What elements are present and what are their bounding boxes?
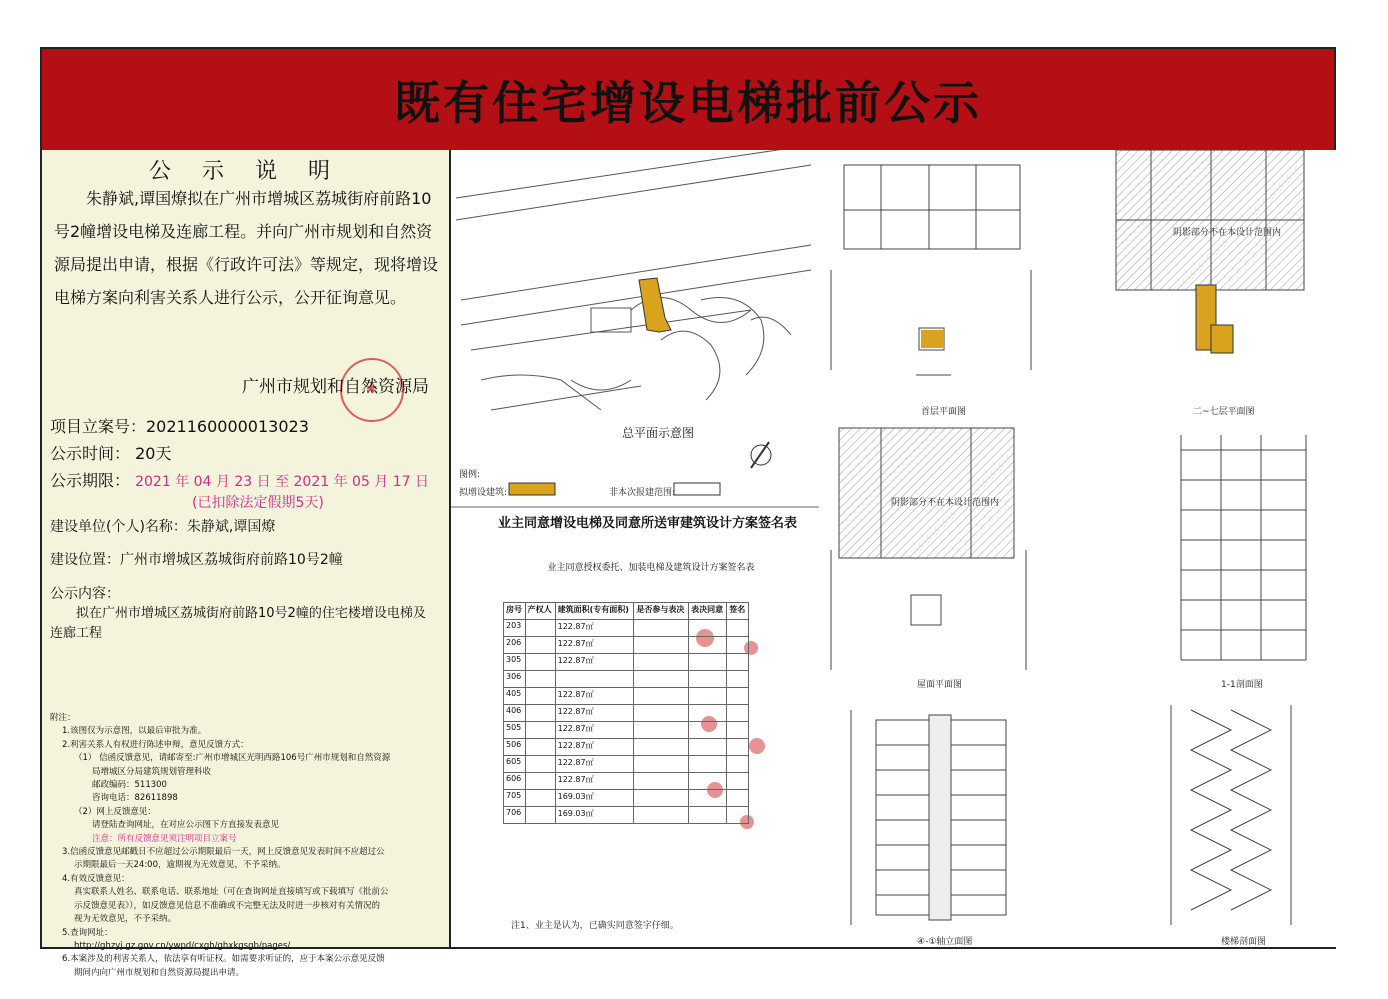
table-cell	[525, 807, 555, 824]
page-title: 既有住宅增设电梯批前公示	[394, 75, 982, 130]
table-cell	[689, 637, 727, 654]
table-cell	[689, 620, 727, 637]
signature-footer: 注1、业主是认为，已确实同意签字仔细。	[511, 921, 679, 931]
table-row	[504, 654, 749, 671]
table-row	[504, 705, 749, 722]
table-cell	[525, 620, 555, 637]
table-cell: 505	[504, 722, 526, 739]
table-cell: 122.87㎡	[555, 756, 634, 773]
site-elevator-marker	[639, 278, 671, 332]
table-cell	[689, 722, 727, 739]
period-label: 公示期限：	[50, 471, 131, 490]
table-cell	[634, 807, 689, 824]
table-cell	[555, 671, 634, 688]
col-header: 签名	[727, 603, 749, 620]
col-header: 房号	[504, 603, 526, 620]
table-cell	[525, 688, 555, 705]
note-line: 6.本案涉及的利害关系人，依法享有听证权。如需要求听证的，应于本案公示意见反馈	[62, 954, 385, 965]
left-info-panel	[42, 150, 451, 978]
legend-swatch-out	[674, 483, 720, 495]
site-plan-caption: 总平面示意图	[622, 426, 695, 440]
period-row	[50, 468, 429, 491]
signature-table	[503, 602, 749, 824]
table-cell	[727, 722, 749, 739]
table-cell	[727, 620, 749, 637]
elevation-drawing	[851, 710, 1006, 925]
legend-swatch-new	[509, 483, 555, 495]
drawings-svg	[451, 150, 1336, 947]
note-line: 期间内向广州市规划和自然资源局提出申请。	[74, 967, 245, 978]
table-cell	[727, 739, 749, 756]
table-cell: 122.87㎡	[555, 773, 634, 790]
col-header: 建筑面积(专有面积)	[555, 603, 634, 620]
table-cell: 406	[504, 705, 526, 722]
col-header: 是否参与表决	[634, 603, 689, 620]
table-cell: 122.87㎡	[555, 688, 634, 705]
table-cell	[727, 790, 749, 807]
note-line: （2）网上反馈意见：	[74, 806, 156, 817]
table-cell	[525, 722, 555, 739]
table-cell: 206	[504, 637, 526, 654]
table-cell	[727, 637, 749, 654]
table-cell	[634, 620, 689, 637]
table-cell	[689, 773, 727, 790]
note-line: （1） 信函反馈意见，请邮寄至:广州市增城区光明西路106号广州市规划和自然资源	[74, 753, 391, 764]
table-cell	[634, 739, 689, 756]
applicant: 建设单位(个人)名称：朱静斌,谭国燎	[50, 519, 276, 535]
note-line: 2.利害关系人有权进行陈述申辩，意见反馈方式：	[62, 739, 249, 750]
table-row	[504, 773, 749, 790]
table-row	[504, 739, 749, 756]
title-bar	[42, 49, 1334, 152]
table-cell	[525, 756, 555, 773]
signature-table-body	[504, 620, 749, 824]
table-cell	[634, 705, 689, 722]
section-caption: 1-1剖面图	[1221, 680, 1263, 690]
project-number: 项目立案号：2021160000013023	[50, 417, 309, 436]
table-cell: 122.87㎡	[555, 722, 634, 739]
table-cell	[689, 671, 727, 688]
table-cell	[525, 773, 555, 790]
table-cell: 122.87㎡	[555, 620, 634, 637]
table-row	[504, 807, 749, 824]
table-row	[504, 756, 749, 773]
note-line: 1.该图仅为示意图，以最后审批为准。	[62, 726, 207, 737]
table-cell	[727, 654, 749, 671]
location: 建设位置：广州市增城区荔城街府前路10号2幢	[50, 552, 343, 568]
table-cell: 605	[504, 756, 526, 773]
table-cell	[727, 807, 749, 824]
table-cell: 122.87㎡	[555, 654, 634, 671]
col-header: 表决同意	[689, 603, 727, 620]
table-cell	[525, 705, 555, 722]
note-line: 邮政编码：511300	[92, 780, 167, 791]
table-cell	[727, 688, 749, 705]
table-cell	[525, 654, 555, 671]
table-cell	[634, 654, 689, 671]
table-cell: 203	[504, 620, 526, 637]
table-cell: 169.03㎡	[555, 807, 634, 824]
table-cell	[634, 722, 689, 739]
table-cell	[634, 637, 689, 654]
col-header: 产权人	[525, 603, 555, 620]
content-label: 公示内容：	[50, 586, 120, 602]
table-cell	[634, 688, 689, 705]
table-row	[504, 722, 749, 739]
table-row	[504, 688, 749, 705]
legend-label: 图例:	[459, 470, 481, 480]
content-text: 拟在广州市增城区荔城街府前路10号2幢的住宅楼增设电梯及连廊工程	[50, 606, 426, 641]
table-cell	[689, 705, 727, 722]
first-floor-elevator	[921, 330, 943, 348]
stair-section	[1171, 705, 1291, 925]
table-row	[504, 620, 749, 637]
table-cell	[634, 790, 689, 807]
table-cell	[634, 773, 689, 790]
table-cell: 405	[504, 688, 526, 705]
table-cell	[525, 671, 555, 688]
roof-plan-hatch	[839, 428, 1014, 558]
table-cell	[634, 756, 689, 773]
table-cell	[689, 807, 727, 824]
note-line: 真实联系人姓名、联系电话、联系地址（可在查询网址直接填写或下载填写《批前公	[74, 887, 389, 898]
stair-section-caption: 楼梯剖面图	[1221, 937, 1267, 947]
typical-floor-caption: 二~七层平面图	[1193, 407, 1255, 417]
table-cell	[727, 756, 749, 773]
signature-table-title: 业主同意增设电梯及同意所送审建筑设计方案签名表	[497, 516, 797, 531]
table-cell	[525, 790, 555, 807]
note-line-warning: 注意：所有反馈意见须注明项目立案号	[92, 833, 237, 844]
first-floor-caption: 首层平面图	[921, 407, 967, 417]
table-cell: 306	[504, 671, 526, 688]
note-line: 视为无效意见，不予采纳。	[74, 914, 177, 925]
note-line: 示期限最后一天24:00，逾期视为无效意见，不予采纳。	[74, 860, 286, 871]
site-plan	[456, 150, 811, 410]
table-row	[504, 637, 749, 654]
table-cell	[525, 739, 555, 756]
note-line: 3.信函反馈意见邮戳日不应超过公示期限最后一天，网上反馈意见发表时间不应超过公	[62, 847, 385, 858]
table-cell: 705	[504, 790, 526, 807]
notes-block	[50, 712, 442, 980]
note-line: 5.查询网址：	[62, 927, 113, 938]
query-url[interactable]: http://ghzyj.gz.gov.cn/ywpd/cxgh/ghxkgsgb/pages/	[74, 940, 291, 951]
note-line: 请登陆查询网址，在对应公示图下方直接发表意见	[92, 820, 280, 831]
typical-hatch-note: 阴影部分不在本设计范围内	[1173, 228, 1282, 238]
notice-heading: 公 示 说 明	[149, 159, 342, 184]
table-cell: 506	[504, 739, 526, 756]
table-cell	[689, 790, 727, 807]
legend-out-label: 非本次报建范围:	[609, 488, 676, 498]
table-row	[504, 790, 749, 807]
notice-board	[40, 47, 1336, 978]
roof-hatch-note: 阴影部分不在本设计范围内	[891, 498, 1000, 508]
period-dates: 2021 年 04 月 23 日 至 2021 年 05 月 17 日	[135, 474, 430, 490]
table-cell: 169.03㎡	[555, 790, 634, 807]
authority-name: 广州市规划和自然资源局	[242, 377, 429, 397]
period-days: 公示时间： 20天	[50, 444, 172, 463]
table-cell	[689, 756, 727, 773]
note-line: 示反馈意见表》），如反馈意见信息不准确或不完整无法及时进一步核对有关情况的	[74, 900, 381, 911]
table-cell: 606	[504, 773, 526, 790]
note-line: 4.有效反馈意见：	[62, 873, 130, 884]
table-cell	[525, 637, 555, 654]
section-1-1	[1181, 435, 1306, 660]
note-line: 咨询电话：82611898	[92, 793, 178, 804]
notice-body: 朱静斌,谭国燎拟在广州市增城区荔城街府前路10号2幢增设电梯及连廊工程。并向广州市规划和自然资源局提出申请，根据《行政许可法》等规定，现将增设电梯方案向利害关系人进行公示，公开征询意见。	[54, 189, 439, 307]
table-cell	[634, 671, 689, 688]
signature-table-subtitle: 业主同意授权委托、加装电梯及建筑设计方案签名表	[547, 563, 755, 573]
table-cell	[727, 773, 749, 790]
signature-table-header	[504, 603, 749, 620]
typical-floor-corridor	[1211, 325, 1233, 353]
table-cell	[689, 688, 727, 705]
table-cell	[689, 654, 727, 671]
table-cell	[727, 671, 749, 688]
table-cell: 122.87㎡	[555, 739, 634, 756]
period-note: (已扣除法定假期5天)	[192, 495, 324, 511]
note-line: 附注：	[50, 713, 76, 723]
drawings-panel	[451, 150, 1336, 947]
roof-plan-caption: 屋面平面图	[917, 680, 963, 690]
table-cell: 122.87㎡	[555, 705, 634, 722]
table-cell: 706	[504, 807, 526, 824]
table-cell: 305	[504, 654, 526, 671]
table-cell	[727, 705, 749, 722]
elevation-caption: ④-①轴立面图	[917, 937, 973, 947]
table-cell: 122.87㎡	[555, 637, 634, 654]
table-cell	[689, 739, 727, 756]
table-row	[504, 671, 749, 688]
legend-new-label: 拟增设建筑:	[459, 488, 508, 498]
note-line: 局增城区分局建筑规划管理科收	[92, 766, 212, 777]
